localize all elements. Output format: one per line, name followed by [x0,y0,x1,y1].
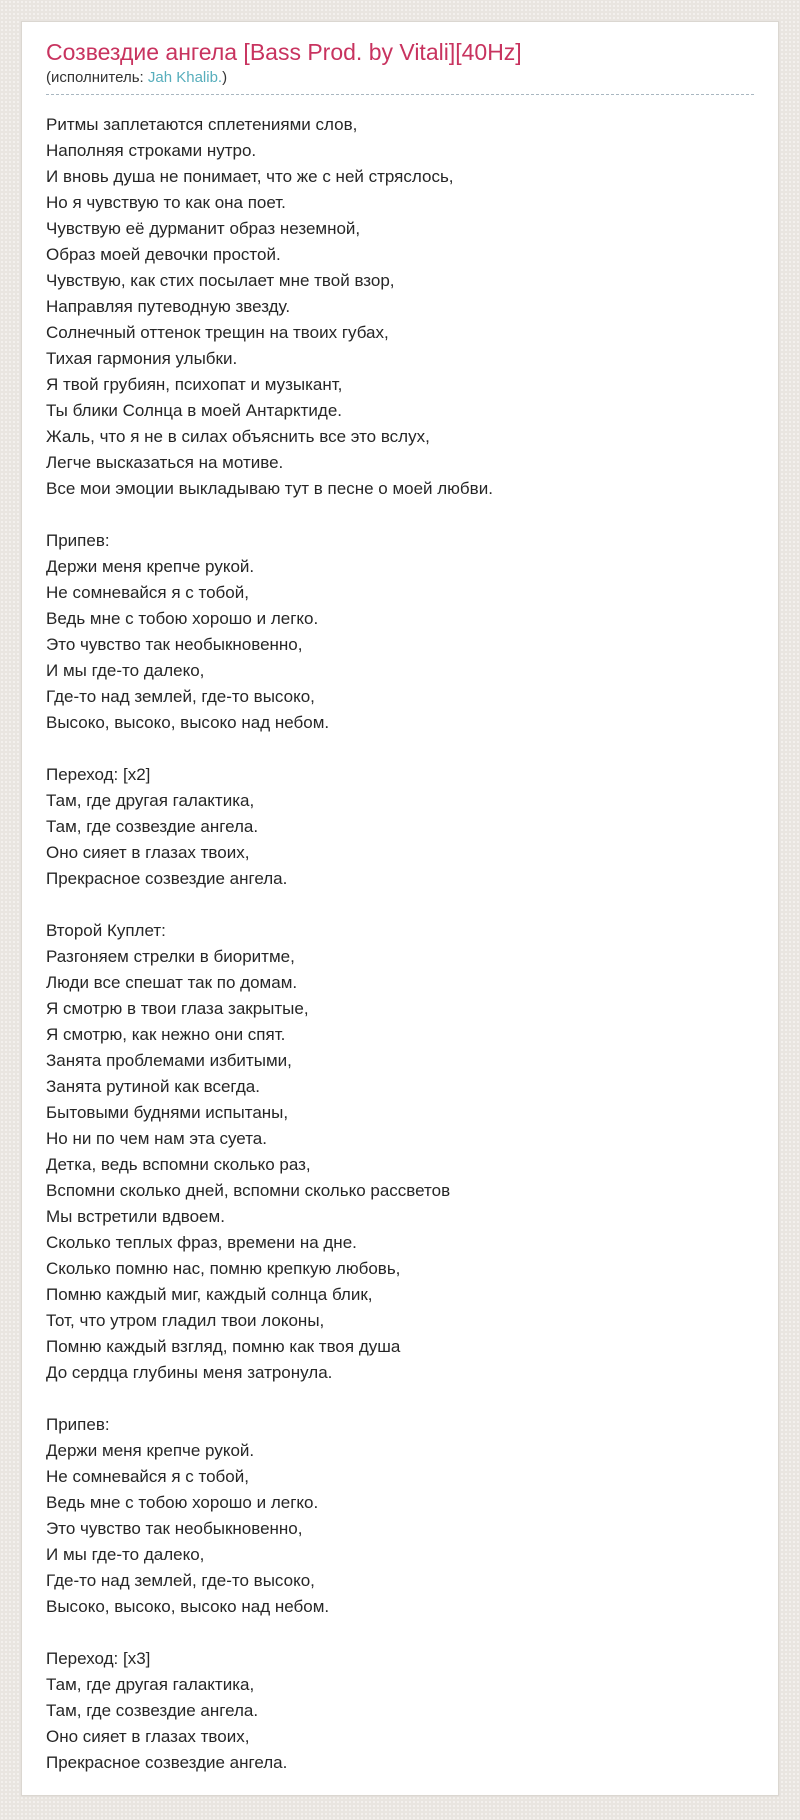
lyric-line: Где-то над землей, где-то высоко, [46,1571,315,1590]
lyric-line: Прекрасное созвездие ангела. [46,1753,288,1772]
lyric-line: Оно сияет в глазах твоих, [46,1727,250,1746]
lyric-line: Я смотрю в твои глаза закрытые, [46,999,309,1018]
lyric-line: Солнечный оттенок трещин на твоих губах, [46,323,389,342]
artist-line [46,68,754,88]
lyric-line: И вновь душа не понимает, что же с ней стряслось, [46,167,454,186]
lyric-line: Где-то над землей, где-то высоко, [46,687,315,706]
lyric-line: Я смотрю, как нежно они спят. [46,1025,286,1044]
lyric-line: Наполняя строками нутро. [46,141,257,160]
lyric-line: Но ни по чем нам эта суета. [46,1129,267,1148]
lyric-line: Детка, ведь вспомни сколько раз, [46,1155,311,1174]
lyric-line: Второй Куплет: [46,921,166,940]
lyric-line: Помню каждый миг, каждый солнца блик, [46,1285,373,1304]
lyric-line: Это чувство так необыкновенно, [46,635,303,654]
lyric-line: И мы где-то далеко, [46,1545,205,1564]
lyrics-section [46,112,754,502]
song-header [46,38,754,95]
lyric-line: Чувствую, как стих посылает мне твой взор, [46,271,395,290]
lyrics [46,112,754,1776]
lyric-line: Держи меня крепче рукой. [46,557,255,576]
lyric-line: Держи меня крепче рукой. [46,1441,255,1460]
lyric-line: Ведь мне с тобою хорошо и легко. [46,609,319,628]
lyric-line: Жаль, что я не в силах объяснить все это вслух, [46,427,430,446]
lyric-line: Но я чувствую то как она поет. [46,193,286,212]
lyrics-card [21,21,779,1796]
lyric-line: До сердца глубины меня затронула. [46,1363,333,1382]
lyric-line: Сколько помню нас, помню крепкую любовь, [46,1259,401,1278]
lyric-line: Не сомневайся я с тобой, [46,1467,249,1486]
lyric-line: Там, где созвездие ангела. [46,1701,259,1720]
lyrics-section [46,1412,754,1620]
lyrics-section [46,1646,754,1776]
lyric-line: Это чувство так необыкновенно, [46,1519,303,1538]
lyric-line: Занята проблемами избитыми, [46,1051,292,1070]
lyric-line: Я твой грубиян, психопат и музыкант, [46,375,343,394]
lyric-line: Припев: [46,1415,110,1434]
lyric-line: Помню каждый взгляд, помню как твоя душа [46,1337,401,1356]
page-title: Созвездие ангела [Bass Prod. by Vitali][40Hz] [46,39,522,65]
lyric-line: Высоко, высоко, высоко над небом. [46,1597,330,1616]
lyric-line: Припев: [46,531,110,550]
lyric-line: Вспомни сколько дней, вспомни сколько рассветов [46,1181,451,1200]
artist-label-prefix: (исполнитель: [46,69,148,86]
lyric-line: Разгоняем стрелки в биоритме, [46,947,295,966]
lyrics-section [46,528,754,736]
lyric-line: Тот, что утром гладил твои локоны, [46,1311,325,1330]
lyric-line: Ритмы заплетаются сплетениями слов, [46,115,358,134]
lyric-line: Занята рутиной как всегда. [46,1077,260,1096]
lyric-line: Легче высказаться на мотиве. [46,453,284,472]
lyric-line: Прекрасное созвездие ангела. [46,869,288,888]
artist-label-suffix: ) [222,69,228,86]
lyric-line: Переход: [x2] [46,765,151,784]
lyric-line: Не сомневайся я с тобой, [46,583,249,602]
lyric-line: Бытовыми буднями испытаны, [46,1103,289,1122]
lyric-line: Все мои эмоции выкладываю тут в песне о моей любви. [46,479,493,498]
lyric-line: Ведь мне с тобою хорошо и легко. [46,1493,319,1512]
lyric-line: Там, где другая галактика, [46,791,255,810]
lyric-line: И мы где-то далеко, [46,661,205,680]
artist-link[interactable]: Jah Khalib. [147,69,223,86]
lyric-line: Там, где другая галактика, [46,1675,255,1694]
lyric-line: Там, где созвездие ангела. [46,817,259,836]
lyric-line: Направляя путеводную звезду. [46,297,291,316]
lyric-line: Чувствую её дурманит образ неземной, [46,219,361,238]
lyrics-section [46,918,754,1386]
lyric-line: Тихая гармония улыбки. [46,349,238,368]
lyric-line: Оно сияет в глазах твоих, [46,843,250,862]
lyrics-section [46,762,754,892]
lyric-line: Переход: [x3] [46,1649,151,1668]
lyric-line: Люди все спешат так по домам. [46,973,298,992]
lyric-line: Мы встретили вдвоем. [46,1207,225,1226]
lyric-line: Ты блики Солнца в моей Антарктиде. [46,401,343,420]
lyric-line: Высоко, высоко, высоко над небом. [46,713,330,732]
lyric-line: Образ моей девочки простой. [46,245,281,264]
lyric-line: Сколько теплых фраз, времени на дне. [46,1233,357,1252]
